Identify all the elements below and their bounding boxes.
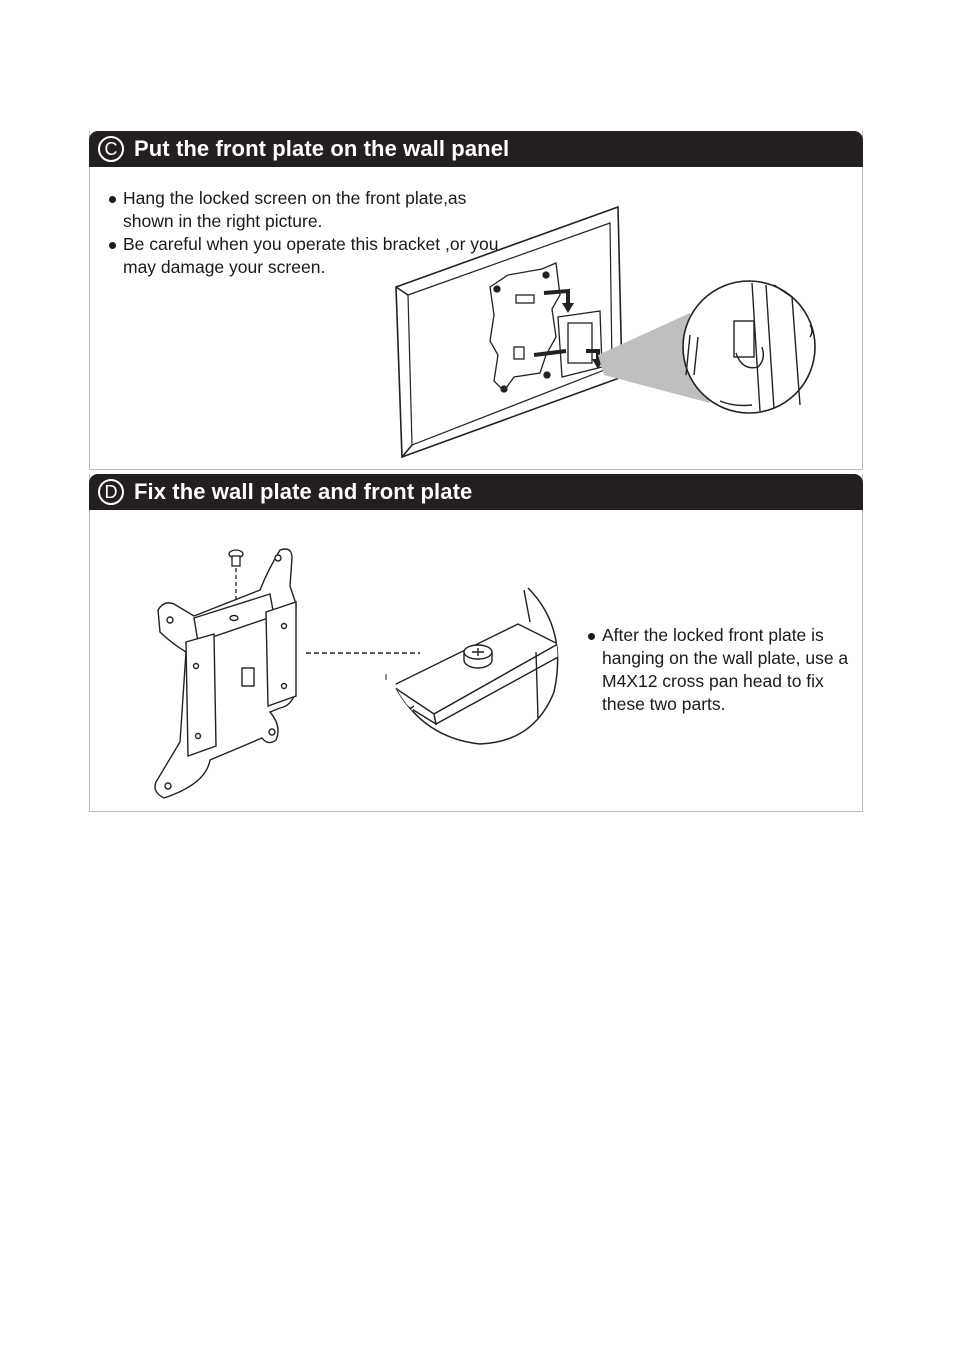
bullet-text: Be careful when you operate this bracket ,or you may damage your screen.	[123, 234, 499, 277]
section-d-bullets	[585, 624, 860, 716]
section-d	[89, 474, 863, 812]
magnifier-detail-d	[384, 588, 574, 748]
bracket-assembly	[155, 549, 296, 798]
section-c-letter-badge: C	[98, 136, 124, 162]
magnifier-detail	[683, 281, 815, 413]
section-c	[89, 131, 863, 470]
bullet-icon	[588, 633, 595, 640]
bullet-icon	[109, 242, 116, 249]
wall-plate	[490, 263, 560, 392]
bullet-icon	[109, 196, 116, 203]
monitor-mounting-illustration	[390, 205, 830, 467]
section-d-header	[89, 474, 863, 510]
front-plate	[558, 311, 602, 377]
section-c-title: Put the front plate on the wall panel	[134, 136, 510, 161]
list-item	[585, 624, 860, 716]
section-c-header	[89, 131, 863, 167]
section-d-letter-badge: D	[98, 479, 124, 505]
section-d-title: Fix the wall plate and front plate	[134, 479, 473, 504]
bullet-text: Hang the locked screen on the front plate,as shown in the right picture.	[123, 188, 467, 231]
bullet-text: After the locked front plate is hanging on the wall plate, use a M4X12 cross pan head to fix these two parts.	[602, 625, 849, 714]
bracket-assembly-illustration	[150, 546, 310, 800]
